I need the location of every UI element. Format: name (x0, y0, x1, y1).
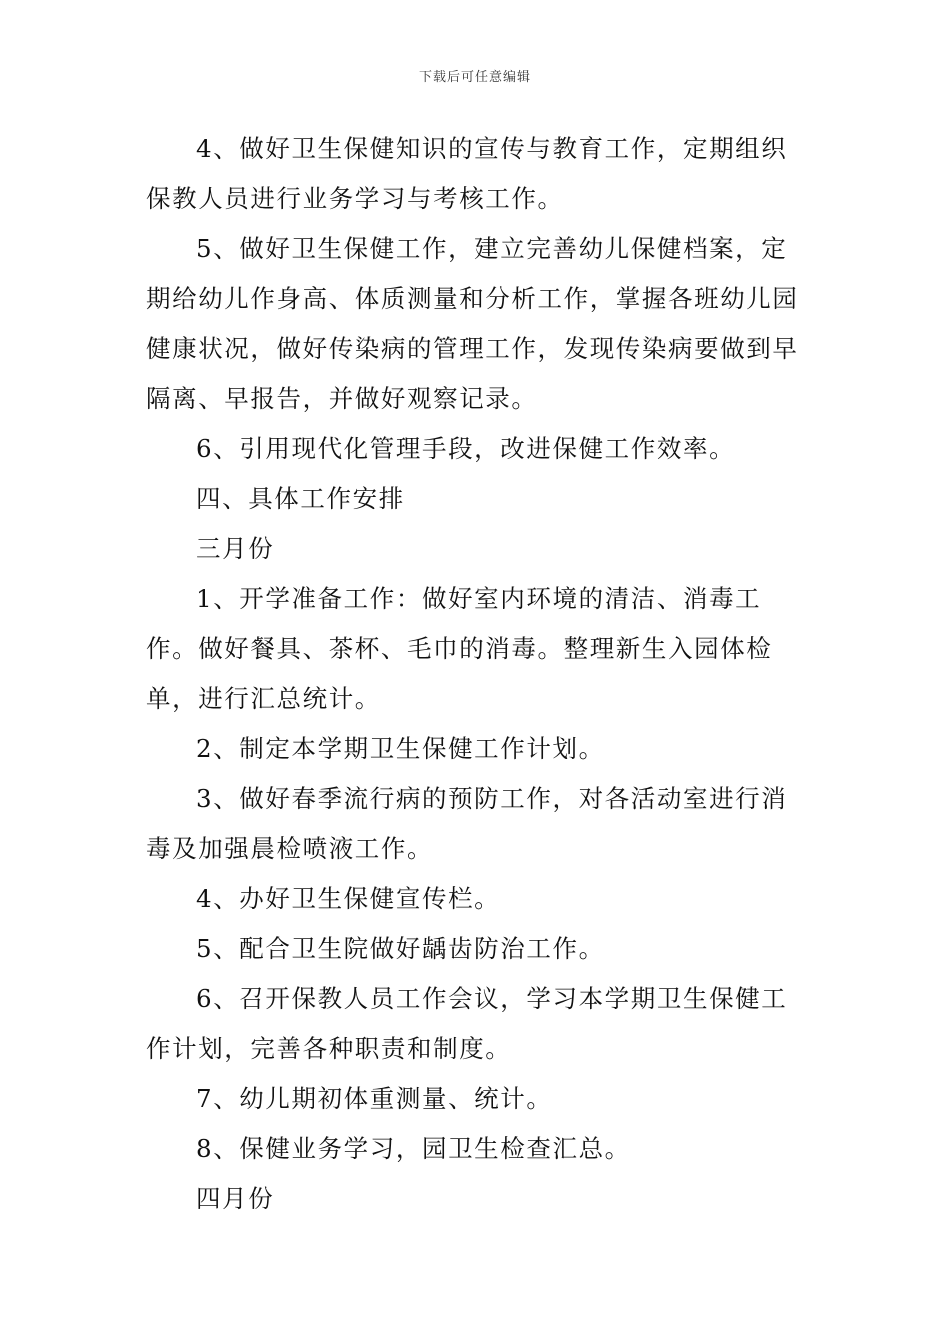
month-heading-march: 三月份 (196, 534, 275, 563)
paragraph-item-5-health-records: 5、做好卫生保健工作，建立完善幼儿保健档案，定期给幼儿作身高、体质测量和分析工作，掌握各班幼儿园健康状况，做好传染病的管理工作，发现传染病要做到早隔离、早报告，并做好观察记录。 (146, 234, 799, 413)
march-item-8: 8、保健业务学习，园卫生检查汇总。 (196, 1134, 631, 1163)
document-body (146, 124, 808, 1224)
march-item-3: 3、做好春季流行病的预防工作，对各活动室进行消毒及加强晨检喷液工作。 (146, 784, 788, 863)
month-heading-april: 四月份 (196, 1184, 275, 1213)
paragraph-item-6-modern-management: 6、引用现代化管理手段，改进保健工作效率。 (196, 434, 736, 463)
march-item-6: 6、召开保教人员工作会议，学习本学期卫生保健工作计划，完善各种职责和制度。 (146, 984, 788, 1063)
section-heading-work-arrangement: 四、具体工作安排 (196, 484, 405, 513)
march-item-4: 4、办好卫生保健宣传栏。 (196, 884, 501, 913)
march-item-7: 7、幼儿期初体重测量、统计。 (196, 1084, 553, 1113)
march-item-2: 2、制定本学期卫生保健工作计划。 (196, 734, 605, 763)
march-item-5: 5、配合卫生院做好龋齿防治工作。 (196, 934, 605, 963)
header-note: 下载后可任意编辑 (418, 70, 531, 85)
march-item-1: 1、开学准备工作：做好室内环境的清洁、消毒工作。做好餐具、茶杯、毛巾的消毒。整理新生入园体检单，进行汇总统计。 (146, 584, 773, 713)
paragraph-item-4-promotion: 4、做好卫生保健知识的宣传与教育工作，定期组织保教人员进行业务学习与考核工作。 (146, 134, 788, 213)
